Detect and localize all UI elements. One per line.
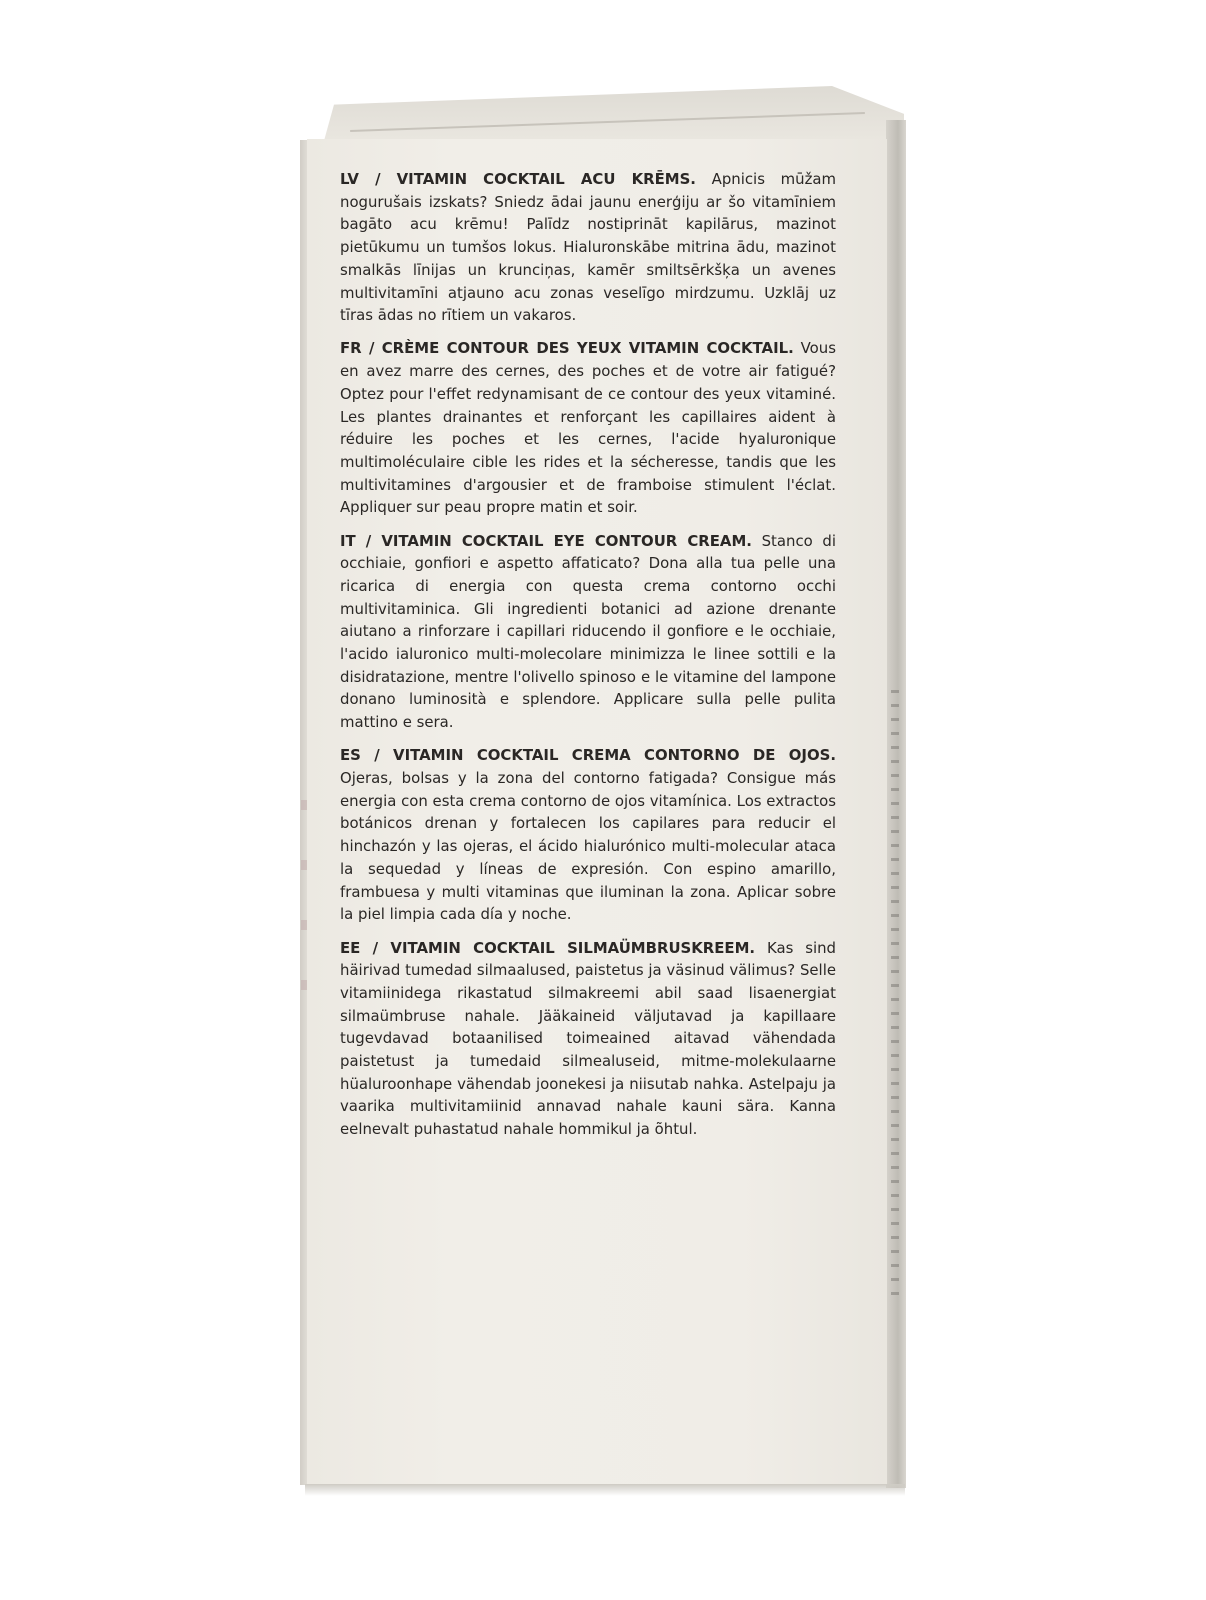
heading-ee: EE / VITAMIN COCKTAIL SILMAÜMBRUSKREEM. bbox=[340, 938, 756, 957]
body-fr: Vous en avez marre des cernes, des poches et de votre air fatigué? Optez pour l'effet redynamisant de ce contour des yeux vitaminé. Les plantes drainantes et renforçant les capillaires aident à réduire les poches et les cernes, l'acide hyaluronique multimoléculaire cible les rides et la sécheresse, tandis que les multivitamines d'argousier et de framboise stimulent l'éclat. Appliquer sur peau propre matin et soir. bbox=[340, 339, 836, 517]
box-bottom-shadow bbox=[305, 1484, 905, 1496]
body-it: Stanco di occhiaie, gonfiori e aspetto affaticato? Dona alla tua pelle una ricarica di energia con questa crema contorno occhi multivitaminica. Gli ingredienti botanici ad azione drenante aiutano a rinforzare i capillari riducendo il gonfiore e le occhiaie, l'acido ialuronico multi-molecolare minimizza le linee sottili e la disidratazione, mentre l'olivello spinoso e le vitamine del lampone donano luminosità e splendore. Applicare sulla pelle pulita mattino e sera. bbox=[340, 531, 837, 732]
paragraph-it bbox=[340, 530, 836, 734]
heading-lv: LV / VITAMIN COCKTAIL ACU KRĒMS. bbox=[340, 170, 696, 188]
paragraph-ee bbox=[340, 937, 836, 1141]
product-description bbox=[340, 168, 836, 1151]
heading-es: ES / VITAMIN COCKTAIL CREMA CONTORNO DE OJOS. bbox=[340, 746, 836, 765]
body-lv: Apnicis mūžam nogurušais izskats? Sniedz ādai jaunu enerģiju ar šo vitamīniem bagāto acu krēmu! Palīdz nostiprināt kapilārus, mazinot pietūkumu un tumšos lokus. Hialuronskābe mitrina ādu, mazinot smalkās līnijas un krunciņas, kamēr smiltsērkšķa un avenes multivitamīni atjauno acu zonas veselīgo mirdzumu. Uzklāj uz tīras ādas no rītiem un vakaros. bbox=[340, 170, 837, 325]
box-side-print-marks bbox=[891, 690, 899, 1300]
paragraph-lv bbox=[340, 168, 836, 327]
heading-it: IT / VITAMIN COCKTAIL EYE CONTOUR CREAM. bbox=[340, 531, 752, 550]
body-ee: Kas sind häirivad tumedad silmaalused, paistetus ja väsinud välimus? Selle vitamiinidega rikastatud silmakreemi abil saad lisaenergiat silmaümbruse nahale. Jääkaineid väljutavad ja kapillaare tugevdavad botaanilised toimeained aitavad vähendada paistetust ja tumedaid silmealuseid, mitme-molekulaarne hüaluroonhape vähendab joonekesi ja niisutab nahka. Astelpaju ja vaarika multivitamiinid annavad nahale kauni sära. Kanna eelnevalt puhastatud nahale hommikul ja õhtul. bbox=[340, 938, 837, 1139]
paragraph-fr bbox=[340, 337, 836, 519]
heading-fr: FR / CRÈME CONTOUR DES YEUX VITAMIN COCKTAIL. bbox=[340, 339, 794, 358]
body-es: Ojeras, bolsas y la zona del contorno fatigada? Consigue más energia con esta crema contorno de ojos vitamínica. Los extractos botánicos drenan y fortalecen los capilares para reducir el hinchazón y las ojeras, el ácido hialurónico multi-molecular ataca la sequedad y líneas de expresión. Con espino amarillo, frambuesa y multi vitaminas que iluminan la zona. Aplicar sobre la piel limpia cada día y noche. bbox=[340, 769, 836, 924]
paragraph-es bbox=[340, 744, 836, 926]
